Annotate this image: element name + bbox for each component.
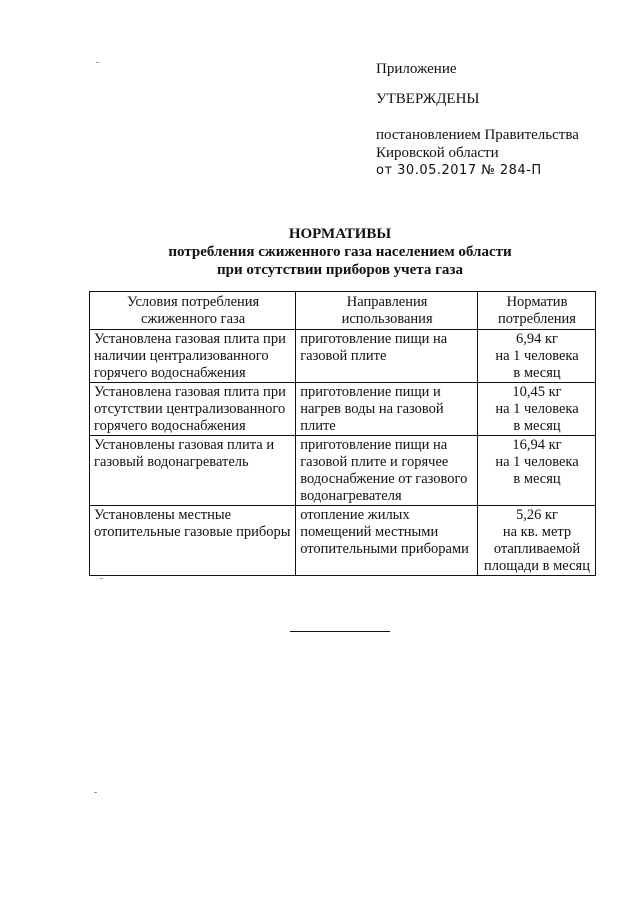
row-norm [478,436,596,506]
header-usage [296,292,478,330]
norm-area: отапливаемой [493,541,581,557]
norm-period: в месяц [513,365,561,381]
header-norm [478,292,596,330]
table-row [90,436,596,506]
table-header-row [90,292,596,330]
scan-speck [94,792,97,793]
norm-value: 10,45 кг [512,384,562,400]
row-usage: отопление жилых помещений местными отопительными приборами [296,506,478,576]
appendix-label: Приложение [376,61,457,77]
row-condition: Установлена газовая плита при отсутствии централизованного горячего водоснабжения [90,383,296,436]
row-norm [478,506,596,576]
row-norm [478,383,596,436]
row-usage: приготовление пищи на газовой плите [296,330,478,383]
document-title [0,225,640,279]
header-usage-line2: использования [341,311,433,327]
table-row [90,330,596,383]
norm-period: в месяц [513,471,561,487]
norm-value: 5,26 кг [516,507,558,523]
title-subtitle-1: потребления сжиженного газа населением области [168,244,512,260]
norm-unit: на кв. метр [502,524,572,540]
scan-speck [96,62,99,63]
header-usage-line1: Направления [346,294,428,310]
norm-period: площади в месяц [484,558,590,574]
scan-speck [100,578,103,579]
header-norm-line2: потребления [498,311,576,327]
row-condition: Установлены местные отопительные газовые приборы [90,506,296,576]
title-heading: НОРМАТИВЫ [288,226,392,242]
norm-unit: на 1 человека [495,454,579,470]
norm-value: 16,94 кг [512,437,562,453]
decree-date: от 30.05.2017 № 284-П [376,163,542,178]
row-usage: приготовление пищи на газовой плите и горячее водоснабжение от газового водонагревателя [296,436,478,506]
approval-block [376,60,626,180]
row-condition: Установлена газовая плита при наличии централизованного горячего водоснабжения [90,330,296,383]
header-conditions-line1: Условия потребления [126,294,260,310]
header-conditions-line2: сжиженного газа [140,311,246,327]
norm-value: 6,94 кг [516,331,558,347]
header-norm-line1: Норматив [506,294,568,310]
header-conditions [90,292,296,330]
decree-line-2: Кировской области [376,145,499,161]
row-usage: приготовление пищи и нагрев воды на газовой плите [296,383,478,436]
row-condition: Установлены газовая плита и газовый водонагреватель [90,436,296,506]
norms-table [89,291,596,576]
title-subtitle-2: при отсутствии приборов учета газа [217,262,463,278]
row-norm [478,330,596,383]
closing-rule [290,631,390,632]
table-row [90,506,596,576]
approved-label: УТВЕРЖДЕНЫ [376,91,480,107]
norm-period: в месяц [513,418,561,434]
norm-unit: на 1 человека [495,401,579,417]
norm-unit: на 1 человека [495,348,579,364]
table-row [90,383,596,436]
decree-line-1: постановлением Правительства [376,127,579,143]
